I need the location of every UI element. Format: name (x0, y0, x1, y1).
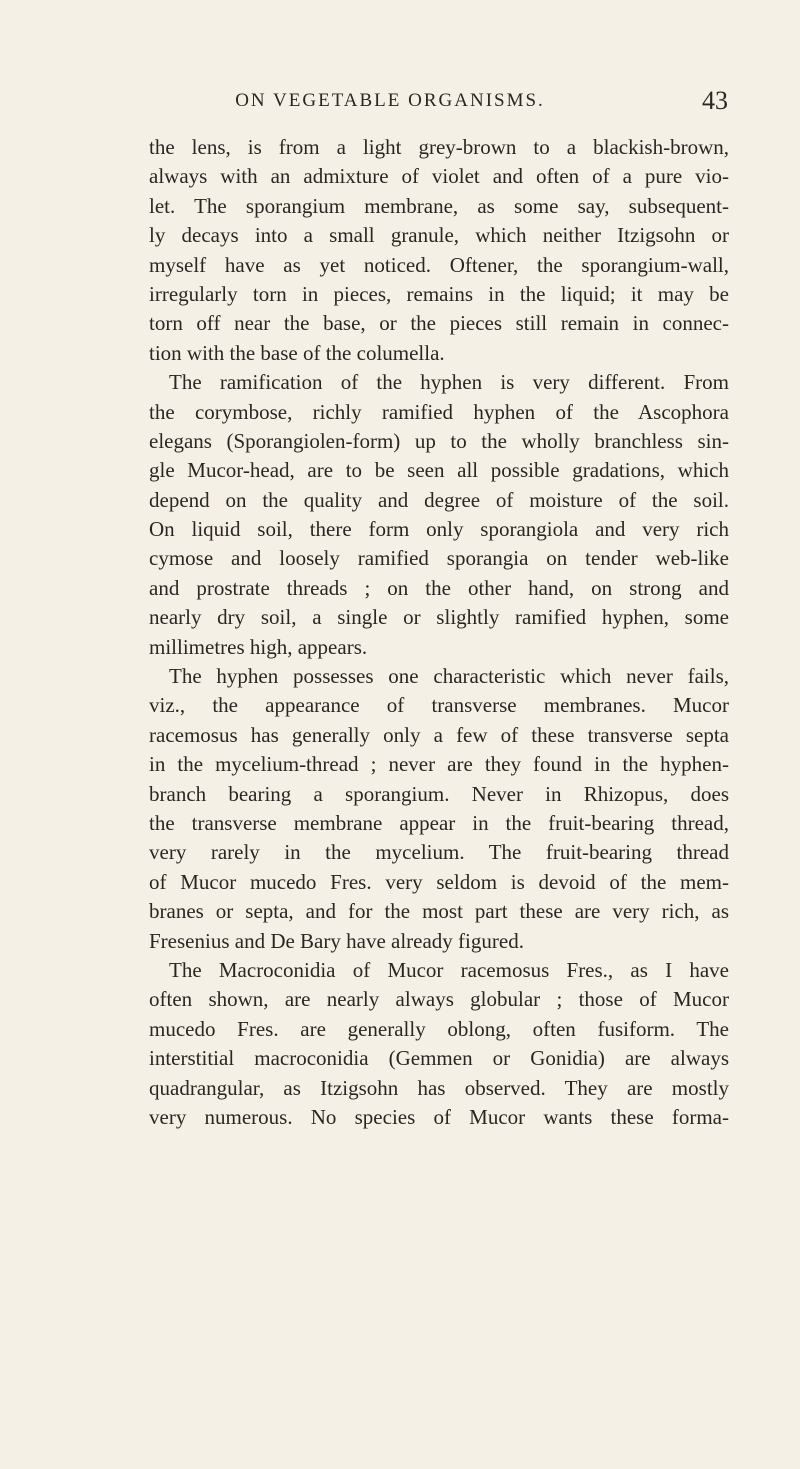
text-line: in the mycelium-thread ; never are they found in the hyphen- (149, 752, 729, 777)
text-line: let. The sporangium membrane, as some say, subsequent- (149, 193, 729, 218)
running-head (148, 86, 728, 120)
text-line: The Macroconidia of Mucor racemosus Fres., as I have (169, 957, 729, 982)
text-line: often shown, are nearly always globular ; those of Mucor (149, 987, 729, 1012)
text-line: tion with the base of the columella. (149, 340, 445, 365)
text-line: millimetres high, appears. (149, 634, 368, 659)
page-number: 43 (702, 86, 728, 115)
text-line: very numerous. No species of Mucor wants these forma- (149, 1104, 729, 1129)
text-line: the transverse membrane appear in the fruit-bearing thread, (149, 810, 729, 835)
text-line: The hyphen possesses one characteristic which never fails, (169, 664, 729, 689)
body-text (149, 133, 729, 1132)
text-line: myself have as yet noticed. Oftener, the sporangium-wall, (149, 252, 729, 277)
text-line: elegans (Sporangiolen-form) up to the wholly branchless sin- (149, 428, 729, 453)
text-line: cymose and loosely ramified sporangia on tender web-like (149, 546, 729, 571)
text-line: ly decays into a small granule, which neither Itzigsohn or (149, 223, 729, 248)
text-line: branes or septa, and for the most part these are very rich, as (149, 899, 729, 924)
text-line: quadrangular, as Itzigsohn has observed. They are mostly (149, 1075, 729, 1100)
text-line: very rarely in the mycelium. The fruit-bearing thread (149, 840, 729, 865)
text-line: irregularly torn in pieces, remains in the liquid; it may be (149, 281, 729, 306)
text-line: always with an admixture of violet and often of a pure vio- (149, 164, 729, 189)
text-line: the corymbose, richly ramified hyphen of the Ascophora (149, 399, 729, 424)
text-line: torn off near the base, or the pieces still remain in connec- (149, 311, 729, 336)
text-line: and prostrate threads ; on the other hand, on strong and (149, 575, 729, 600)
text-line: interstitial macroconidia (Gemmen or Gonidia) are always (149, 1046, 729, 1071)
text-line: gle Mucor-head, are to be seen all possible gradations, which (149, 458, 729, 483)
text-line: of Mucor mucedo Fres. very seldom is devoid of the mem- (149, 869, 729, 894)
text-line: Fresenius and De Bary have already figured. (149, 928, 524, 953)
text-line: The ramification of the hyphen is very different. From (169, 370, 729, 395)
running-head-title: ON VEGETABLE ORGANISMS. (235, 90, 545, 111)
text-line: racemosus has generally only a few of these transverse septa (149, 722, 729, 747)
text-line: On liquid soil, there form only sporangiola and very rich (149, 517, 729, 542)
text-line: nearly dry soil, a single or slightly ramified hyphen, some (149, 605, 729, 630)
text-line: branch bearing a sporangium. Never in Rhizopus, does (149, 781, 729, 806)
text-line: mucedo Fres. are generally oblong, often fusiform. The (149, 1016, 729, 1041)
text-line: the lens, is from a light grey-brown to a blackish-brown, (149, 135, 729, 159)
text-line: viz., the appearance of transverse membranes. Mucor (149, 693, 729, 718)
text-line: depend on the quality and degree of moisture of the soil. (149, 487, 729, 512)
